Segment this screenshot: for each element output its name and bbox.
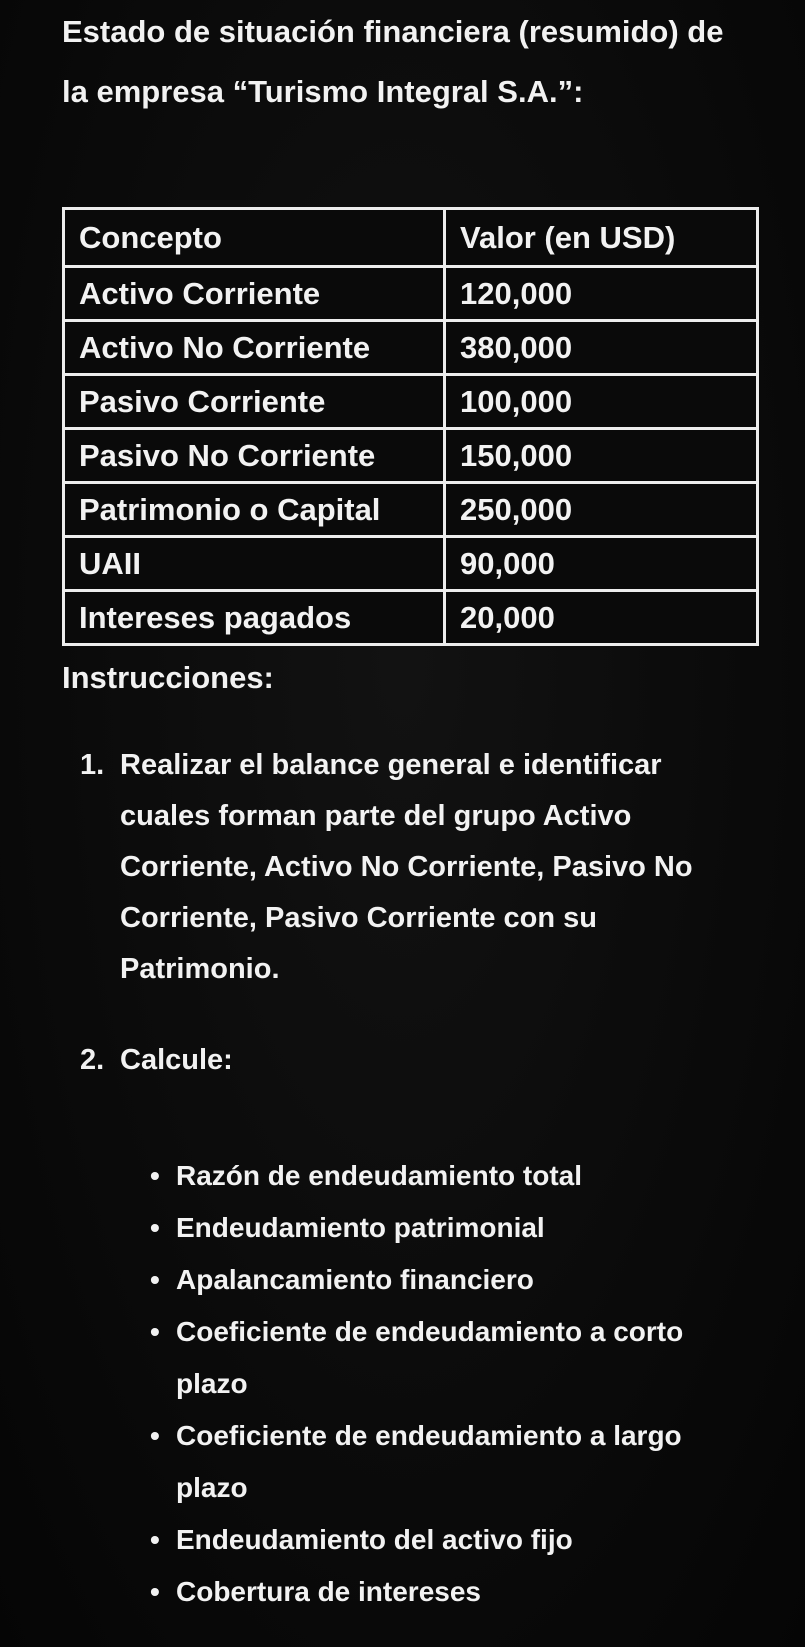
concept-cell: Intereses pagados (64, 591, 445, 645)
list-item-text: Endeudamiento patrimonial (176, 1212, 545, 1243)
list-item-text: Cobertura de intereses (176, 1576, 481, 1607)
bullet-icon: • (150, 1212, 160, 1243)
document-title: Estado de situación financiera (resumido) de la empresa “Turismo Integral S.A.”: (62, 14, 724, 109)
value-cell: 20,000 (445, 591, 758, 645)
step-number: 1. (80, 749, 105, 781)
header-concepto: Concepto (64, 209, 445, 267)
list-item-text: Coeficiente de endeudamiento a corto plazo (176, 1316, 684, 1399)
list-item (150, 1566, 750, 1618)
table-row (64, 267, 758, 321)
bullet-icon: • (150, 1420, 160, 1451)
step-text: Calcule: (120, 1044, 233, 1076)
list-item-text: Endeudamiento del activo fijo (176, 1524, 573, 1555)
header-valor: Valor (en USD) (445, 209, 758, 267)
table-row (64, 483, 758, 537)
table-row (64, 429, 758, 483)
table-header-row (64, 209, 758, 267)
table-row (64, 375, 758, 429)
bullet-icon: • (150, 1264, 160, 1295)
list-item (150, 1254, 750, 1306)
value-cell: 100,000 (445, 375, 758, 429)
list-item (150, 1202, 750, 1254)
concept-cell: Activo No Corriente (64, 321, 445, 375)
bullet-icon: • (150, 1576, 160, 1607)
calculation-list (150, 1150, 750, 1618)
list-item (150, 1514, 750, 1566)
concept-cell: UAII (64, 537, 445, 591)
table-row (64, 321, 758, 375)
list-item (150, 1410, 750, 1514)
table-row (64, 591, 758, 645)
value-cell: 90,000 (445, 537, 758, 591)
list-item-text: Apalancamiento financiero (176, 1264, 534, 1295)
instruction-steps (80, 740, 750, 1086)
list-item-text: Coeficiente de endeudamiento a largo plazo (176, 1420, 682, 1503)
value-cell: 150,000 (445, 429, 758, 483)
financial-table-container (62, 207, 756, 646)
value-cell: 120,000 (445, 267, 758, 321)
list-item (150, 1306, 750, 1410)
concept-cell: Activo Corriente (64, 267, 445, 321)
financial-summary-table (62, 207, 759, 646)
bullet-icon: • (150, 1316, 160, 1347)
list-item (150, 1150, 750, 1202)
concept-cell: Pasivo Corriente (64, 375, 445, 429)
instruction-step (80, 740, 750, 995)
value-cell: 250,000 (445, 483, 758, 537)
step-text: Realizar el balance general e identificar cuales forman parte del grupo Activo Corriente, Activo No Corriente, Pasivo No Corriente, Pasivo Corriente con su Patrimonio. (120, 749, 693, 985)
concept-cell: Patrimonio o Capital (64, 483, 445, 537)
table-row (64, 537, 758, 591)
list-item-text: Razón de endeudamiento total (176, 1160, 583, 1191)
instruction-step (80, 1035, 750, 1086)
bullet-icon: • (150, 1160, 160, 1191)
instructions-heading: Instrucciones: (62, 660, 274, 695)
step-number: 2. (80, 1044, 105, 1076)
bullet-icon: • (150, 1524, 160, 1555)
concept-cell: Pasivo No Corriente (64, 429, 445, 483)
value-cell: 380,000 (445, 321, 758, 375)
